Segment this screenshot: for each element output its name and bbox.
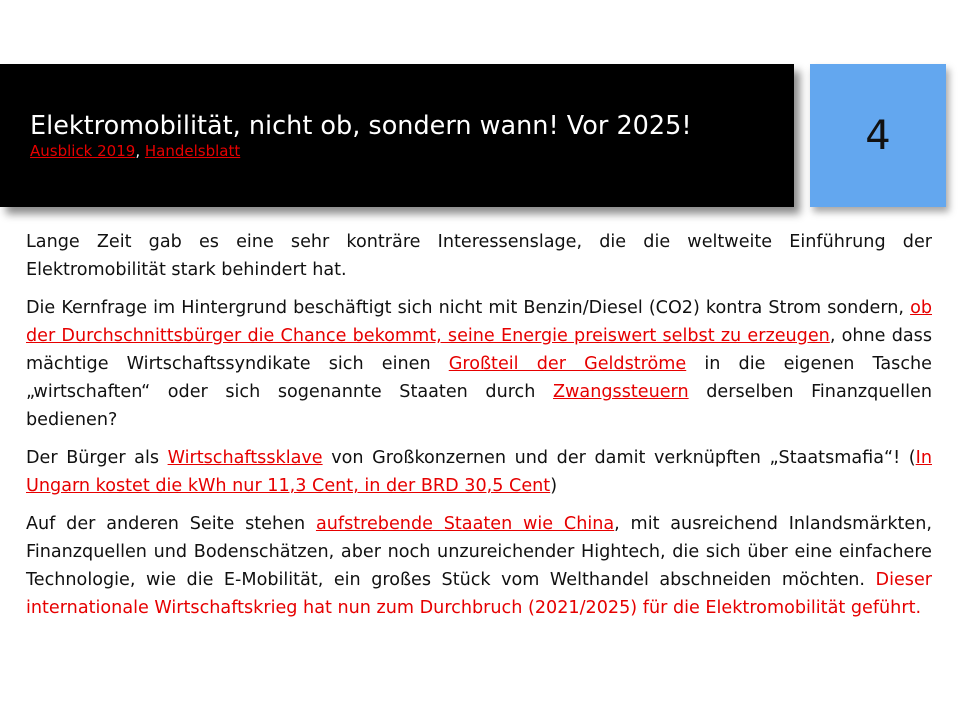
slide-number-box	[810, 64, 946, 207]
paragraph-2-text-c: in die eigenen Tasche „wirtschaften“ oder sich sogenannte Staaten durch	[26, 354, 932, 402]
link-kwh-preis[interactable]: In Ungarn kostet die kWh nur 11,3 Cent, in der BRD 30,5 Cent	[26, 448, 932, 496]
paragraph-2	[26, 294, 932, 434]
paragraph-3-text-b: von Großkonzernen und der damit verknüpften „Staatsmafia“! (	[322, 448, 916, 468]
title-bar	[0, 64, 794, 207]
link-handelsblatt[interactable]: Handelsblatt	[144, 142, 241, 160]
slide-number: 4	[865, 112, 891, 159]
paragraph-3-text-c: )	[550, 476, 558, 496]
paragraph-1: Lange Zeit gab es eine sehr konträre Interessenslage, die die weltweite Einführung der Elektromobilität stark behindert hat.	[26, 232, 932, 280]
paragraph-2-text-a: Die Kernfrage im Hintergrund beschäftigt sich nicht mit Benzin/Diesel (CO2) kontra Strom sondern,	[26, 298, 911, 318]
link-china[interactable]: aufstrebende Staaten wie China	[315, 514, 615, 534]
link-zwangssteuern[interactable]: Zwangssteuern	[552, 382, 689, 402]
source-links	[30, 142, 794, 160]
link-selbst-erzeugen[interactable]: ob der Durchschnittsbürger die Chance bekommt, seine Energie preiswert selbst zu erzeugen	[26, 298, 932, 346]
highlight-conclusion: Dieser internationale Wirtschaftskrieg hat nun zum Durchbruch (2021/2025) für die Elektromobilität geführt.	[26, 570, 932, 618]
link-ausblick-2019[interactable]: Ausblick 2019	[30, 142, 136, 160]
paragraph-4-text-b: , mit ausreichend Inlandsmärkten, Finanzquellen und Bodenschätzen, aber noch unzureichender Hightech, die sich über eine einfachere Technologie, wie die E-Mobilität, ein großes Stück vom Welthandel abschneiden möchten.	[26, 514, 932, 590]
link-geldstroeme[interactable]: Großteil der Geldströme	[448, 354, 687, 374]
paragraph-2-text-b: , ohne dass mächtige Wirtschaftssyndikate sich einen	[26, 326, 932, 374]
paragraph-3	[26, 444, 932, 500]
paragraph-4	[26, 510, 932, 622]
paragraph-2-text-d: derselben Finanzquellen bedienen?	[26, 382, 933, 430]
slide-body	[26, 228, 932, 632]
link-separator: ,	[135, 142, 145, 160]
slide-title: Elektromobilität, nicht ob, sondern wann! Vor 2025!	[30, 111, 692, 141]
paragraph-3-text-a: Der Bürger als	[26, 448, 168, 468]
link-wirtschaftssklave[interactable]: Wirtschaftssklave	[167, 448, 323, 468]
paragraph-4-text-a: Auf der anderen Seite stehen	[26, 514, 316, 534]
